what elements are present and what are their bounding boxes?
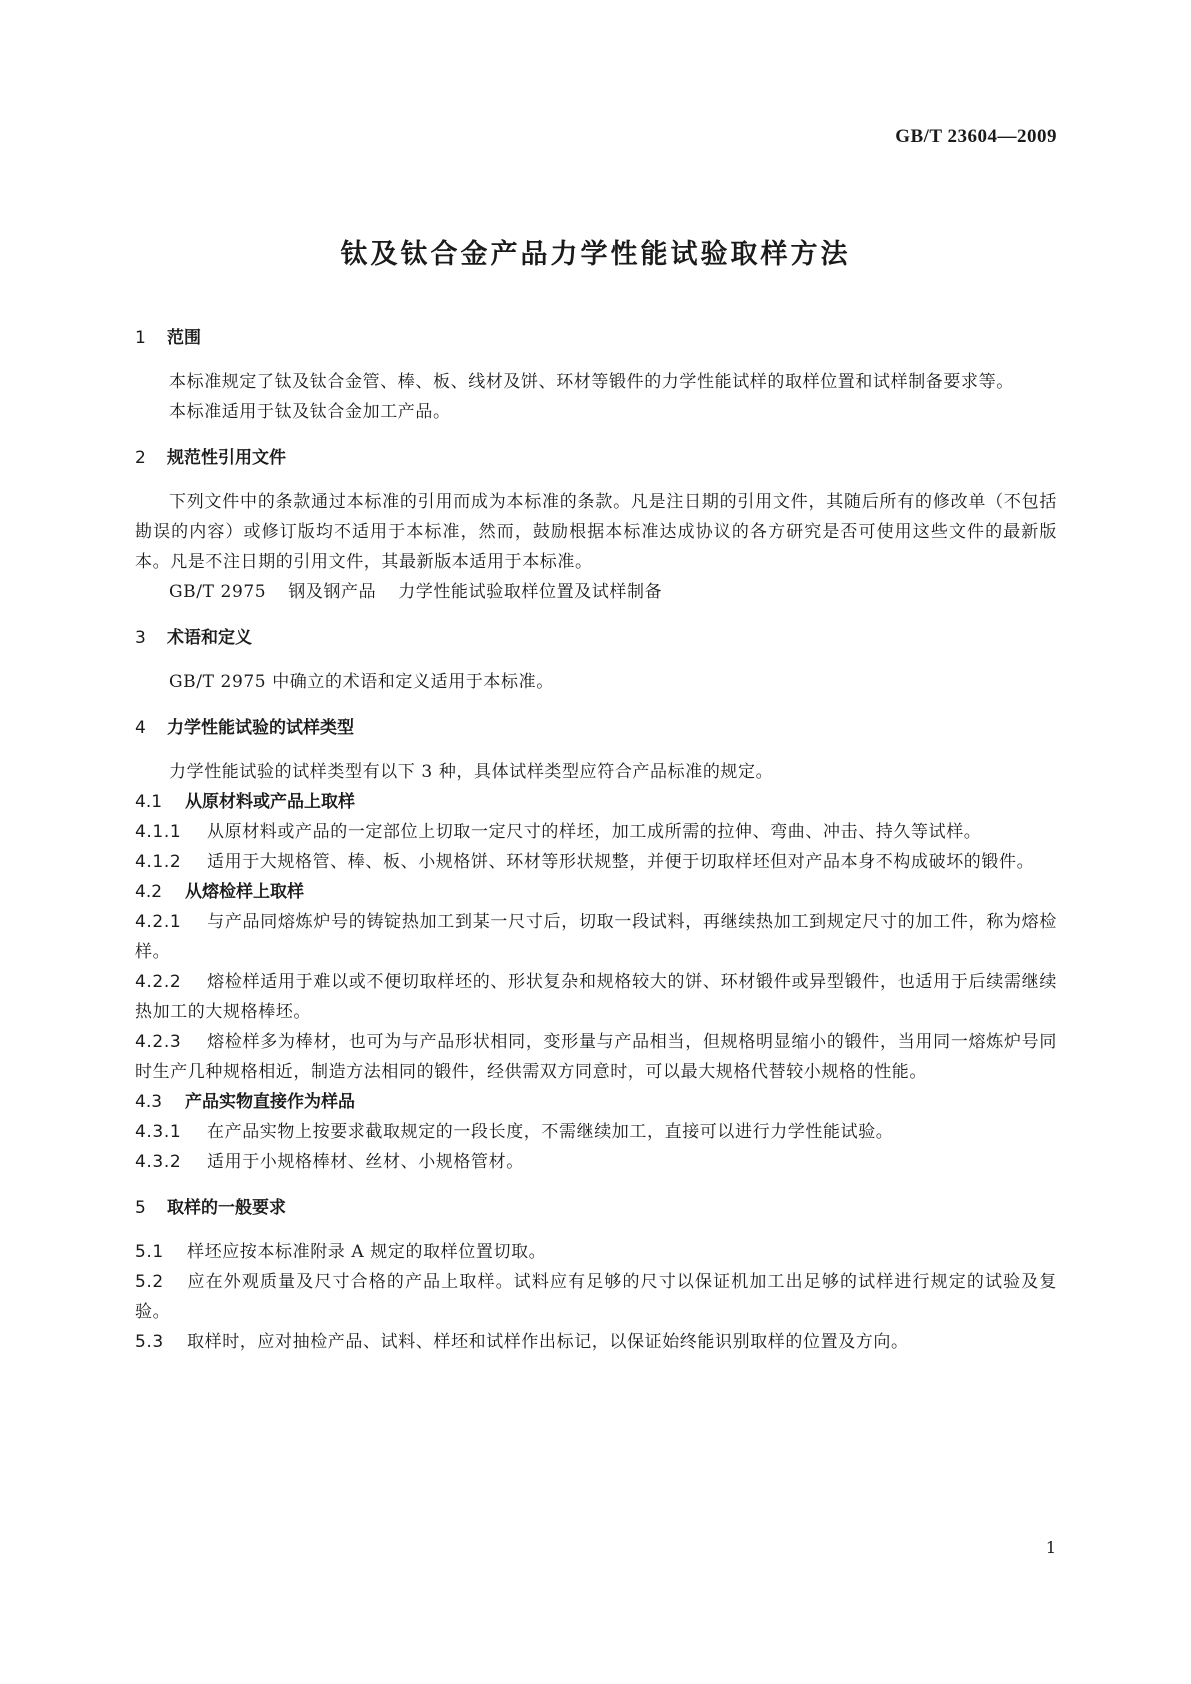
subsection-heading: [135, 877, 1057, 907]
clause-number: 4.1.1: [135, 822, 182, 842]
section-heading-scope: [135, 323, 1057, 353]
page-number: 1: [1045, 1538, 1056, 1557]
clause-text: 与产品同熔炼炉号的铸锭热加工到某一尺寸后，切取一段试料，再继续热加工到规定尺寸的加工件，称为熔检样。: [135, 912, 1057, 962]
section-heading-terms: [135, 623, 1057, 653]
reference-title-part: 钢及钢产品: [288, 582, 377, 602]
paragraph: 本标准适用于钛及钛合金加工产品。: [169, 402, 451, 422]
clause-text: 适用于小规格棒材、丝材、小规格管材。: [207, 1152, 524, 1172]
clause: [135, 967, 1057, 1027]
clause: [135, 1147, 1057, 1177]
standard-number: GB/T 23604—2009: [895, 126, 1057, 147]
subsection-heading: [135, 787, 1057, 817]
clause-number: 4.3.2: [135, 1152, 182, 1172]
document-body: [135, 323, 1057, 1357]
paragraph: GB/T 2975 中确立的术语和定义适用于本标准。: [169, 672, 554, 692]
clause-text: 熔检样多为棒材，也可为与产品形状相同，变形量与产品相当，但规格明显缩小的锻件，当用同一熔炼炉号同时生产几种规格相近，制造方法相同的锻件，经供需双方同意时，可以最大规格代替较小规格的性能。: [135, 1032, 1057, 1082]
clause-number: 5.3: [135, 1332, 164, 1352]
section-heading-specimen-types: [135, 713, 1057, 743]
reference-title-part: 力学性能试验取样位置及试样制备: [398, 582, 663, 602]
clause-number: 4.2.2: [135, 972, 182, 992]
clause: [135, 1237, 1057, 1267]
clause-number: 5.2: [135, 1272, 164, 1292]
section-title: 术语和定义: [167, 628, 252, 648]
section-title: 取样的一般要求: [167, 1198, 286, 1218]
subsection-heading: [135, 1087, 1057, 1117]
clause: [135, 817, 1057, 847]
subsection-title: 从熔检样上取样: [185, 882, 304, 902]
clause: [135, 847, 1057, 877]
section-number: 3: [135, 628, 146, 648]
section-heading-general-requirements: [135, 1193, 1057, 1223]
clause-text: 应在外观质量及尺寸合格的产品上取样。试料应有足够的尺寸以保证机加工出足够的试样进行规定的试验及复验。: [135, 1272, 1057, 1322]
paragraph: 本标准规定了钛及钛合金管、棒、板、线材及饼、环材等锻件的力学性能试样的取样位置和试样制备要求等。: [169, 372, 1014, 392]
clause: [135, 1027, 1057, 1087]
section-title: 力学性能试验的试样类型: [167, 718, 354, 738]
clause-text: 取样时，应对抽检产品、试料、样坯和试样作出标记，以保证始终能识别取样的位置及方向。: [187, 1332, 909, 1352]
subsection-title: 从原材料或产品上取样: [185, 792, 355, 812]
clause-text: 样坯应按本标准附录 A 规定的取样位置切取。: [187, 1242, 547, 1262]
clause: [135, 1117, 1057, 1147]
reference-entry: [135, 577, 1057, 607]
clause-text: 从原材料或产品的一定部位上切取一定尺寸的样坯，加工成所需的拉伸、弯曲、冲击、持久等试样。: [207, 822, 982, 842]
paragraph: 力学性能试验的试样类型有以下 3 种，具体试样类型应符合产品标准的规定。: [169, 762, 774, 782]
clause: [135, 1267, 1057, 1327]
clause-number: 4.2.1: [135, 912, 182, 932]
clause-number: 5.1: [135, 1242, 164, 1262]
clause: [135, 1327, 1057, 1357]
paragraph: 下列文件中的条款通过本标准的引用而成为本标准的条款。凡是注日期的引用文件，其随后所有的修改单（不包括勘误的内容）或修订版均不适用于本标准，然而，鼓励根据本标准达成协议的各方研究是否可使用这些文件的最新版本。凡是不注日期的引用文件，其最新版本适用于本标准。: [135, 492, 1057, 572]
subsection-number: 4.3: [135, 1092, 163, 1112]
subsection-title: 产品实物直接作为样品: [185, 1092, 355, 1112]
clause-number: 4.1.2: [135, 852, 182, 872]
clause-text: 熔检样适用于难以或不便切取样坯的、形状复杂和规格较大的饼、环材锻件或异型锻件，也适用于后续需继续热加工的大规格棒坯。: [135, 972, 1057, 1022]
section-title: 规范性引用文件: [167, 448, 286, 468]
clause-number: 4.2.3: [135, 1032, 182, 1052]
clause: [135, 907, 1057, 967]
section-title: 范围: [167, 328, 201, 348]
reference-code: GB/T 2975: [169, 582, 267, 602]
subsection-number: 4.1: [135, 792, 163, 812]
clause-text: 适用于大规格管、棒、板、小规格饼、环材等形状规整，并便于切取样坯但对产品本身不构成破坏的锻件。: [207, 852, 1035, 872]
document-title: 钛及钛合金产品力学性能试验取样方法: [340, 239, 851, 270]
section-number: 4: [135, 718, 146, 738]
section-number: 1: [135, 328, 146, 348]
subsection-number: 4.2: [135, 882, 163, 902]
clause-number: 4.3.1: [135, 1122, 182, 1142]
section-number: 5: [135, 1198, 146, 1218]
clause-text: 在产品实物上按要求截取规定的一段长度，不需继续加工，直接可以进行力学性能试验。: [207, 1122, 894, 1142]
section-number: 2: [135, 448, 146, 468]
section-heading-normative-references: [135, 443, 1057, 473]
